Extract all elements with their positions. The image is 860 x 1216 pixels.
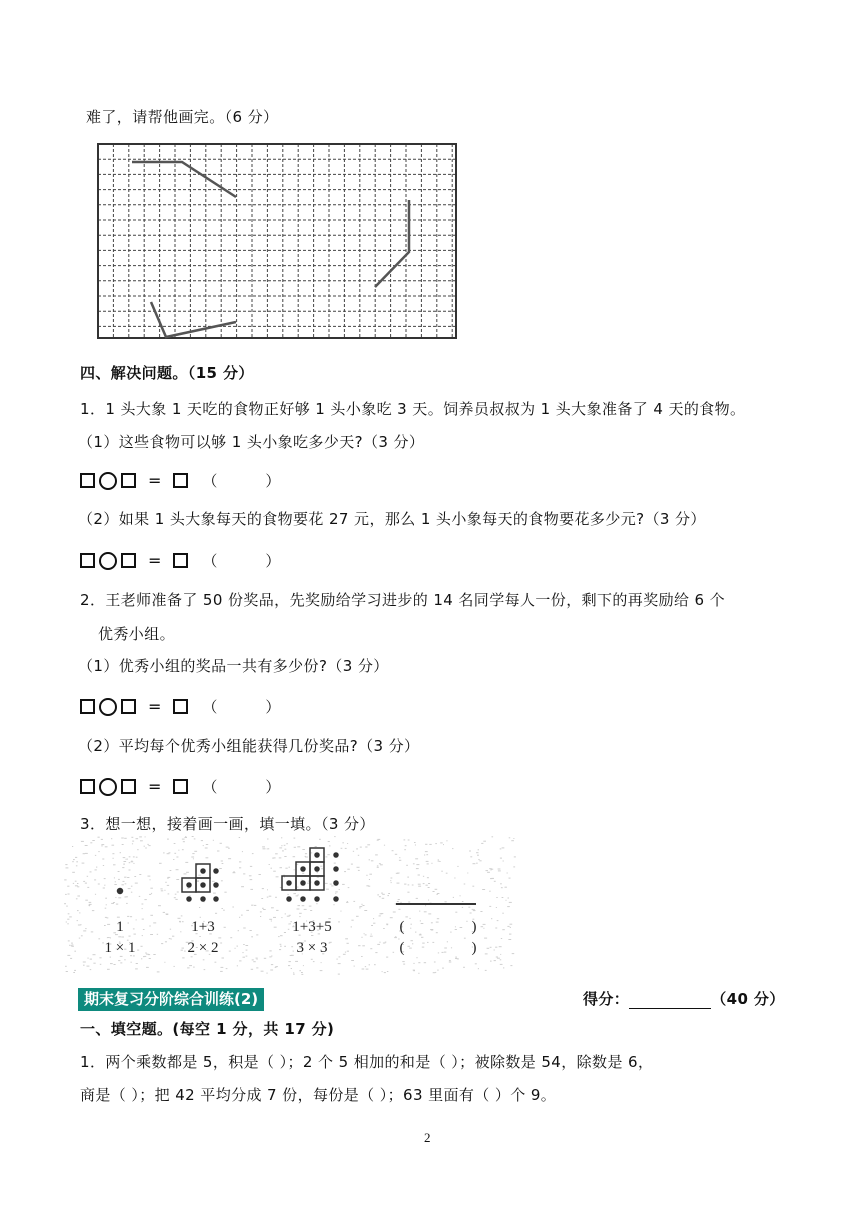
pattern-sum-1: 1: [116, 919, 124, 935]
pattern-sum-2: 1+3: [191, 919, 215, 935]
operand-box[interactable]: [80, 699, 95, 714]
q2-part1: （1）优秀小组的奖品一共有多少份?（3 分）: [78, 657, 389, 675]
fill-q1-line2: 商是（ ）；把 42 平均分成 7 份，每份是（ ）；63 里面有（ ）个 9。: [80, 1086, 557, 1104]
operator-circle[interactable]: [99, 698, 117, 716]
q3-stem: 3．想一想，接着画一画，填一填。（3 分）: [80, 815, 375, 833]
pattern-product-1: 1 × 1: [104, 940, 136, 956]
page-number: 2: [424, 1130, 431, 1145]
operand-box[interactable]: [121, 699, 136, 714]
partial-shape-bottom-left: [151, 302, 236, 337]
answer-row-q2-2: = （ ）: [80, 776, 280, 797]
q1-part1: （1）这些食物可以够 1 头小象吃多少天?（3 分）: [78, 433, 425, 451]
pattern-stage-2: [182, 864, 218, 901]
operand-box[interactable]: [121, 473, 136, 488]
intro-text: 难了，请帮他画完。（6 分）: [86, 108, 279, 126]
pattern-blank-open-1: (: [399, 919, 405, 935]
operator-circle[interactable]: [99, 778, 117, 796]
pattern-blank-open-2: (: [399, 940, 405, 956]
result-box[interactable]: [173, 473, 188, 488]
pattern-product-3: 3 × 3: [296, 940, 328, 956]
equals-sign: =: [148, 471, 162, 490]
partial-shape-top-left: [132, 162, 236, 197]
score-label: 得分：: [583, 990, 630, 1008]
operand-box[interactable]: [80, 553, 95, 568]
q2-part2: （2）平均每个优秀小组能获得几份奖品?（3 分）: [78, 737, 420, 755]
dot-pattern-figure: [64, 836, 516, 976]
operand-box[interactable]: [80, 779, 95, 794]
pattern-stage-3: [282, 848, 338, 901]
partial-shape-right: [375, 200, 409, 287]
pattern-blank-close-2: ): [471, 940, 477, 956]
answer-row-q1-1: = （ ）: [80, 470, 280, 491]
score-area: [583, 989, 785, 1009]
result-box[interactable]: [173, 699, 188, 714]
equals-sign: =: [148, 777, 162, 796]
operand-box[interactable]: [80, 473, 95, 488]
operator-circle[interactable]: [99, 552, 117, 570]
section1-heading: 一、填空题。(每空 1 分，共 17 分): [80, 1020, 335, 1038]
result-box[interactable]: [173, 779, 188, 794]
grid-drawing: [96, 142, 460, 340]
pattern-product-2: 2 × 2: [187, 940, 219, 956]
operator-circle[interactable]: [99, 472, 117, 490]
pattern-stage-1: [118, 889, 123, 894]
result-box[interactable]: [173, 553, 188, 568]
operand-box[interactable]: [121, 553, 136, 568]
q2-stem-line2: 优秀小组。: [98, 625, 176, 643]
answer-row-q1-2: = （ ）: [80, 550, 280, 571]
score-total: （40 分）: [711, 990, 785, 1008]
q2-stem-line1: 2．王老师准备了 50 份奖品，先奖励给学习进步的 14 名同学每人一份，剩下的再奖励给 6 个: [80, 591, 726, 609]
q1-stem: 1．1 头大象 1 天吃的食物正好够 1 头小象吃 3 天。饲养员叔叔为 1 头大象准备了 4 天的食物。: [80, 400, 746, 418]
operand-box[interactable]: [121, 779, 136, 794]
equals-sign: =: [148, 697, 162, 716]
fill-q1-line1: 1．两个乘数都是 5，积是（ ）；2 个 5 相加的和是（ ）；被除数是 54，除数是 6，: [80, 1053, 654, 1071]
next-test-banner: 期末复习分阶综合训练(2): [78, 988, 264, 1011]
score-blank[interactable]: [629, 992, 711, 1009]
pattern-blank-close-1: ): [471, 919, 477, 935]
q1-part2: （2）如果 1 头大象每天的食物要花 27 元，那么 1 头小象每天的食物要花多少元?（3 分）: [78, 510, 706, 528]
equals-sign: =: [148, 551, 162, 570]
section4-heading: 四、解决问题。（15 分）: [80, 364, 254, 382]
pattern-sum-3: 1+3+5: [292, 919, 332, 935]
answer-row-q2-1: = （ ）: [80, 696, 280, 717]
